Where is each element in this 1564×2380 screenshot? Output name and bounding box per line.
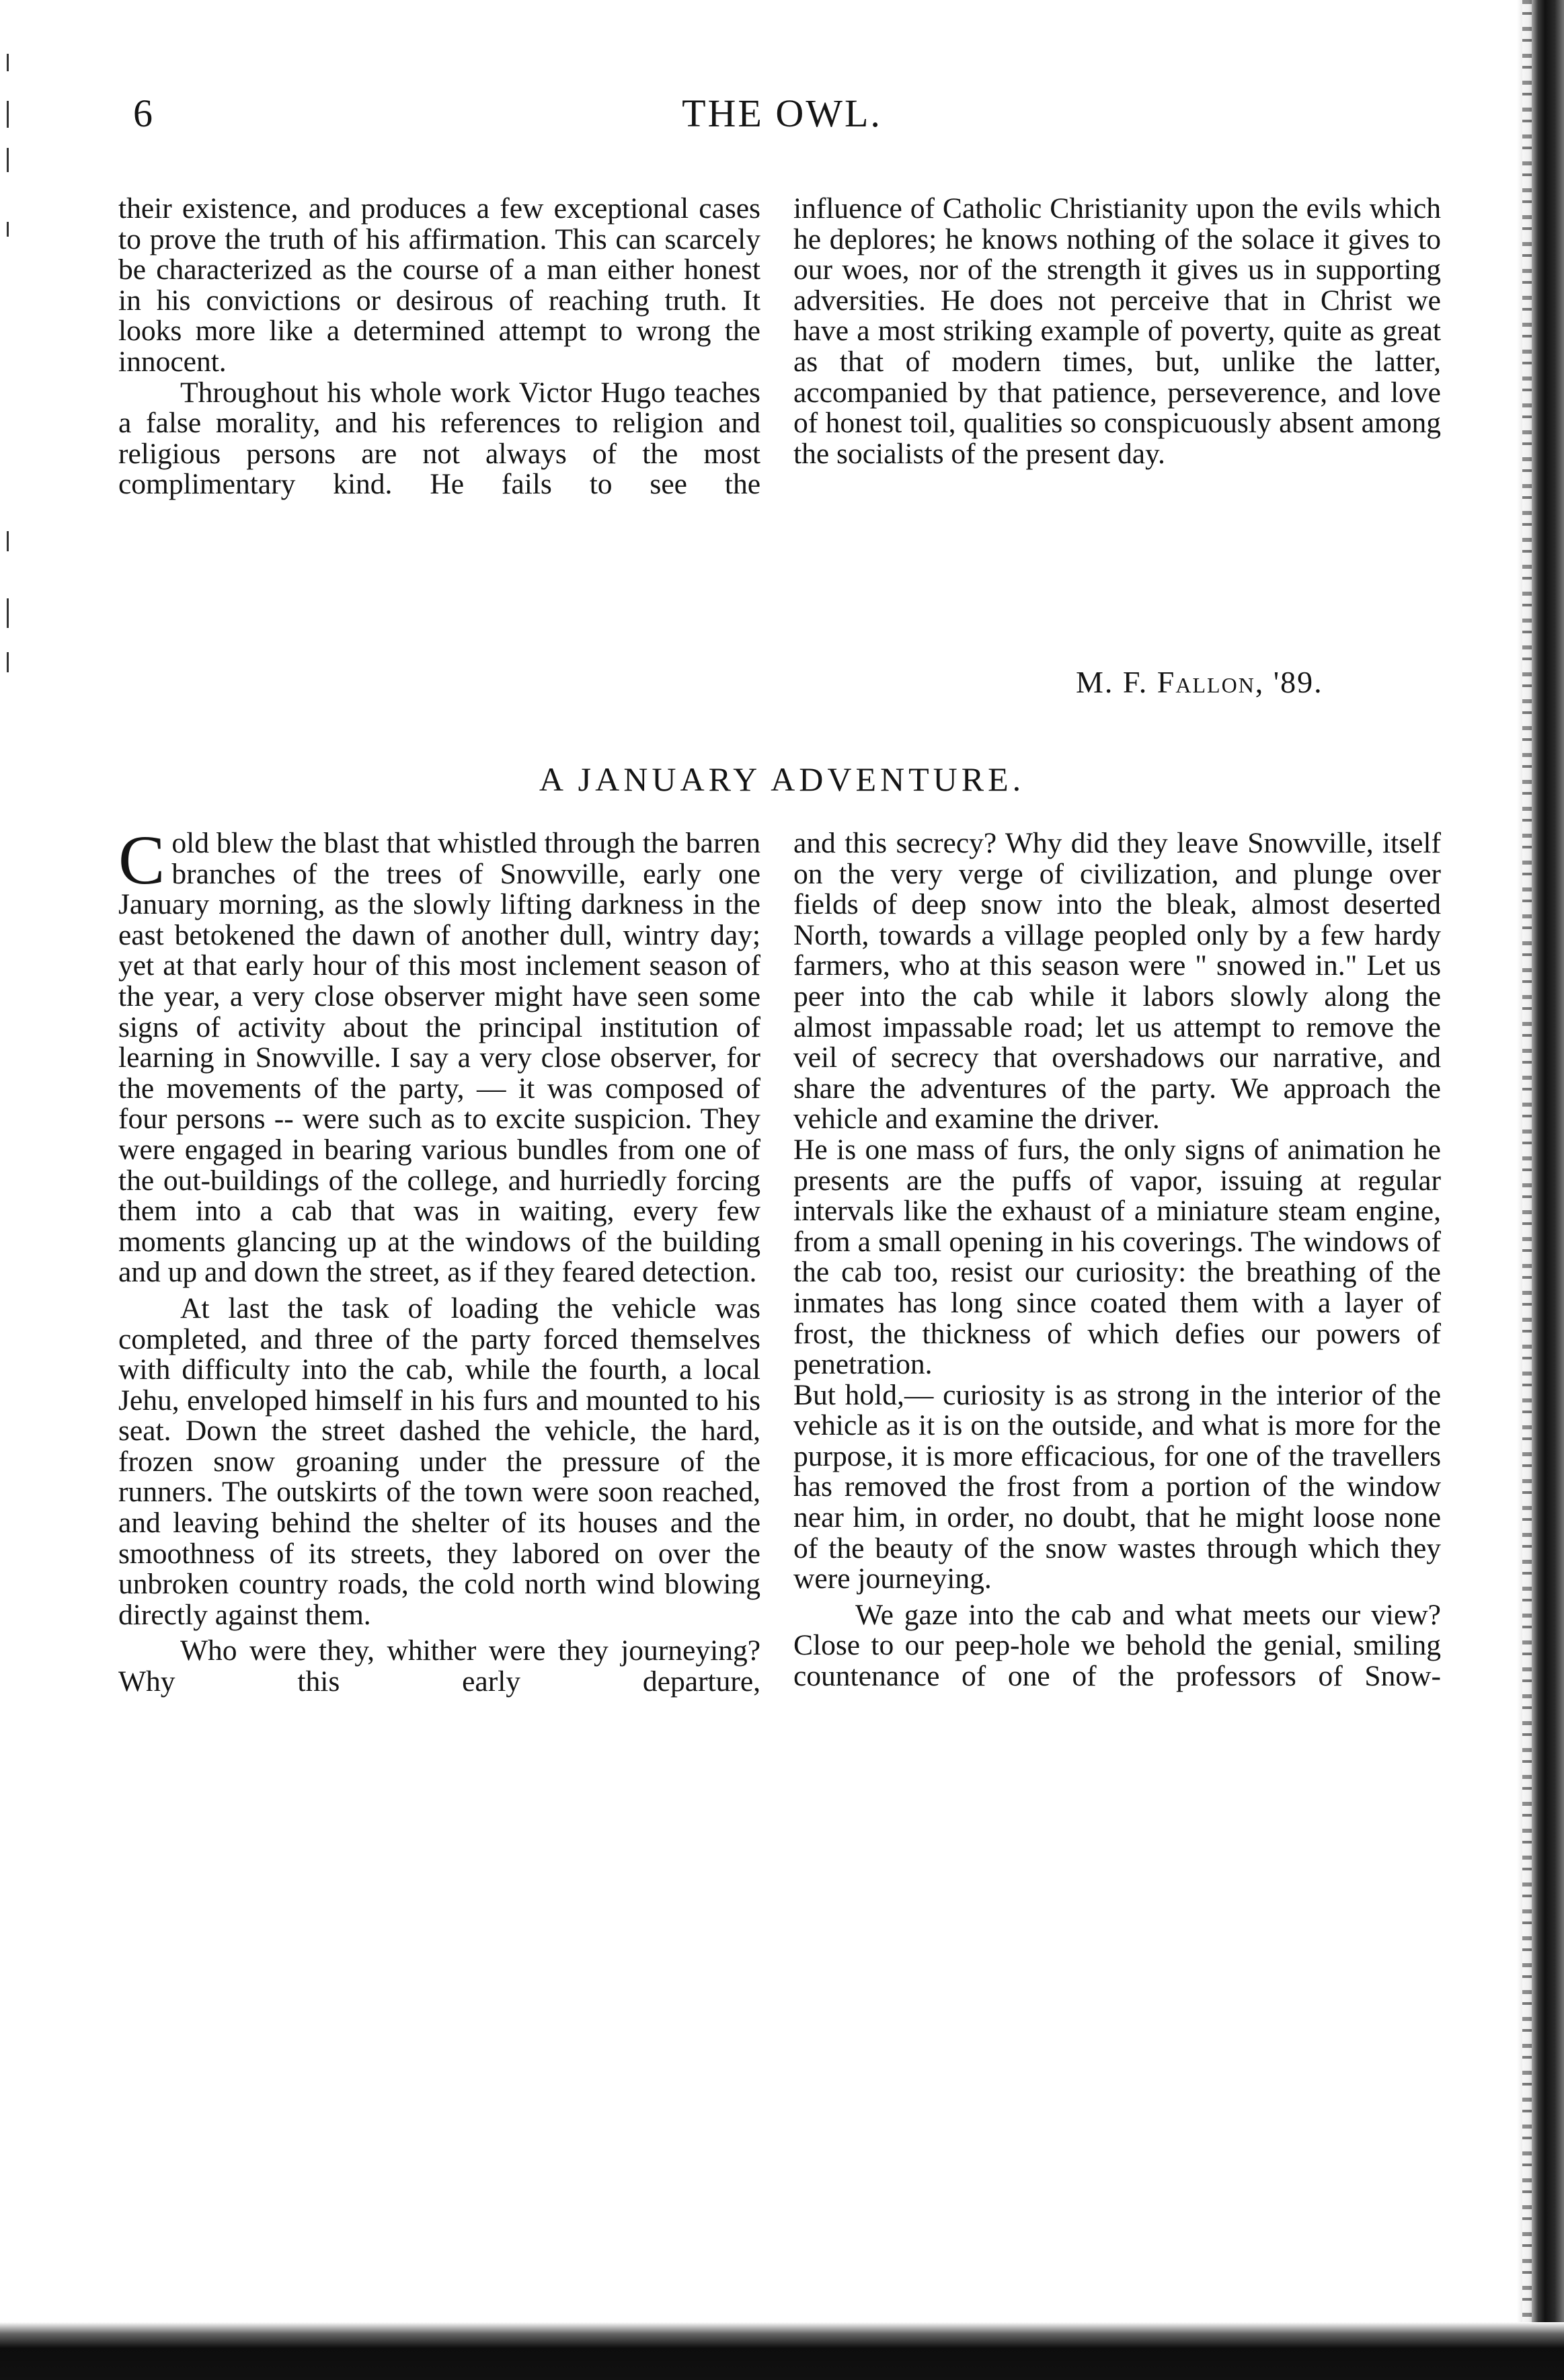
scan-bottom-band	[0, 2322, 1564, 2380]
paragraph: He is one mass of furs, the only signs of animation he presents are the puffs of vapor, issuing at regular intervals like the exhaust of a miniature steam engine, from a small opening in his coverings. The windows of the cab too, resist our curiosity: the breathing of the inmates has long since coated them with a layer of frost, the thickness of which defies our powers of penetration.	[793, 1133, 1441, 1381]
scan-specks	[7, 47, 12, 706]
paragraph: influence of Catholic Christianity upon the evils which he deplores; he knows nothing of the solace it gives to our woes, nor of the strength it gives us in supporting adversities. He does not perceive that in Christ we have a most striking example of poverty, quite as great as that of modern times, but, unlike the latter, accompanied by that patience, perseverence, and love of honest toil, qualities so conspicuously absent among the socialists of the present day.	[793, 192, 1441, 470]
prev-article-column-right	[793, 194, 1441, 469]
paragraph: and this secrecy? Why did they leave Snowville, itself on the very verge of civilization, and plunge over fields of deep snow into the bleak, almost deserted North, towards a village peopled only by a few hardy farmers, who at this season were " snowed in." Let us peer into the cab while it labors slowly along the almost impassable road; let us attempt to remove the veil of secrecy that overshadows our narrative, and share the adventures of the party. We approach the vehicle and examine the driver.	[793, 827, 1441, 1136]
article-title: A JANUARY ADVENTURE.	[539, 760, 1025, 798]
paragraph: But hold,— curiosity is as strong in the interior of the vehicle as it is on the outside, and what is more for the purpose, it is more efficacious, for one of the travellers has removed the frost from a portion of the window near him, in order, no doubt, that he might loose none of the beauty of the snow wastes through which they were journeying.	[793, 1378, 1441, 1595]
running-title: THE OWL.	[682, 91, 882, 135]
paragraph: Who were they, whither were they journeying? Why this early departure,	[118, 1634, 760, 1698]
author-year: '89.	[1273, 665, 1323, 699]
paragraph: At last the task of loading the vehicle was completed, and three of the party forced themselves with difficulty into the cab, while the fourth, a local Jehu, enveloped himself in his furs and mounted to his seat. Down the street dashed the vehicle, the hard, frozen snow groaning under the pressure of the runners. The outskirts of the town were soon reached, and leaving behind the shelter of its houses and the smoothness of its streets, they labored on over the unbroken country roads, the cold north wind blowing directly against them.	[118, 1292, 760, 1631]
author-signature	[1076, 664, 1323, 700]
article-column-right	[793, 828, 1441, 1692]
paragraph	[118, 822, 760, 1289]
binding-edge-shadow	[1517, 0, 1564, 2380]
paragraph: Throughout his whole work Victor Hugo teaches a false morality, and his references to religion and religious persons are not always of the most complimentary kind. He fails to see the	[118, 376, 760, 501]
author-name: M. F. Fallon,	[1076, 665, 1265, 699]
paragraph: their existence, and produces a few exceptional cases to prove the truth of his affirmation. This can scarcely be characterized as the course of a man either honest in his convictions or desirous of reaching truth. It looks more like a determined attempt to wrong the innocent.	[118, 192, 760, 378]
article-column-left	[118, 822, 760, 1698]
drop-cap: C	[118, 822, 165, 899]
prev-article-column-left	[118, 194, 760, 500]
page-number: 6	[133, 91, 153, 135]
paragraph-text: old blew the blast that whistled through the barren branches of the trees of Snowville, early one January morning, as the slowly lifting darkness in the east betokened the dawn of another dull, wintry day; yet at that early hour of this most inclement season of the year, a very close observer might have seen some signs of activity about the principal institution of learning in Snowville. I say a very close observer, for the movements of the party, — it was composed of four persons -- were such as to excite suspicion. They were engaged in bearing various bundles from one of the out-buildings of the college, and hurriedly forcing them into a cab that was in waiting, every few moments glancing up at the windows of the building and up and down the street, as if they feared detection.	[118, 827, 760, 1289]
paragraph: We gaze into the cab and what meets our view? Close to our peep-hole we behold the genial, smiling countenance of one of the professors of Snow-	[793, 1598, 1441, 1693]
